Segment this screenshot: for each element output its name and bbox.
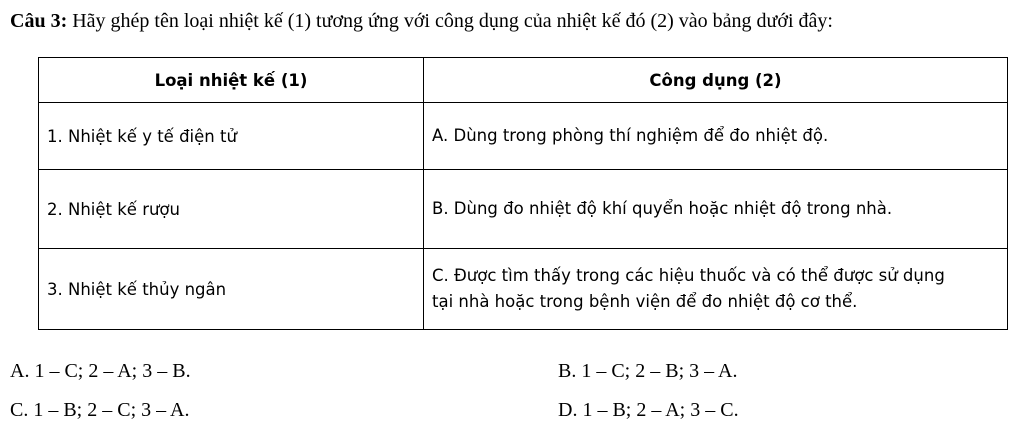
table-header-row <box>39 58 1008 103</box>
usage-cell <box>424 249 1008 330</box>
matching-table <box>38 57 1008 330</box>
thermometer-type-cell: 2. Nhiệt kế rượu <box>39 170 424 249</box>
table-row <box>39 170 1008 249</box>
header-usage: Công dụng (2) <box>424 58 1008 103</box>
usage-cell <box>424 103 1008 170</box>
question-text <box>10 8 1014 34</box>
option-b[interactable]: B. 1 – C; 2 – B; 3 – A. <box>558 360 738 382</box>
thermometer-type-cell: 1. Nhiệt kế y tế điện tử <box>39 103 424 170</box>
usage-line: B. Dùng đo nhiệt độ khí quyển hoặc nhiệt độ trong nhà. <box>432 199 893 218</box>
usage-line: A. Dùng trong phòng thí nghiệm để đo nhiệt độ. <box>432 126 829 145</box>
question-label: Câu 3: <box>10 10 68 32</box>
table-row <box>39 103 1008 170</box>
question-body: Hãy ghép tên loại nhiệt kế (1) tương ứng với công dụng của nhiệt kế đó (2) vào bảng dưới đây: <box>67 10 833 32</box>
table-row <box>39 249 1008 330</box>
option-a[interactable]: A. 1 – C; 2 – A; 3 – B. <box>10 360 191 382</box>
usage-cell <box>424 170 1008 249</box>
header-thermometer-type: Loại nhiệt kế (1) <box>39 58 424 103</box>
option-c[interactable]: C. 1 – B; 2 – C; 3 – A. <box>10 399 190 421</box>
usage-line: tại nhà hoặc trong bệnh viện để đo nhiệt độ cơ thể. <box>432 292 858 311</box>
option-d[interactable]: D. 1 – B; 2 – A; 3 – C. <box>558 399 739 421</box>
usage-line: C. Được tìm thấy trong các hiệu thuốc và có thể được sử dụng <box>432 266 945 285</box>
thermometer-type-cell: 3. Nhiệt kế thủy ngân <box>39 249 424 330</box>
